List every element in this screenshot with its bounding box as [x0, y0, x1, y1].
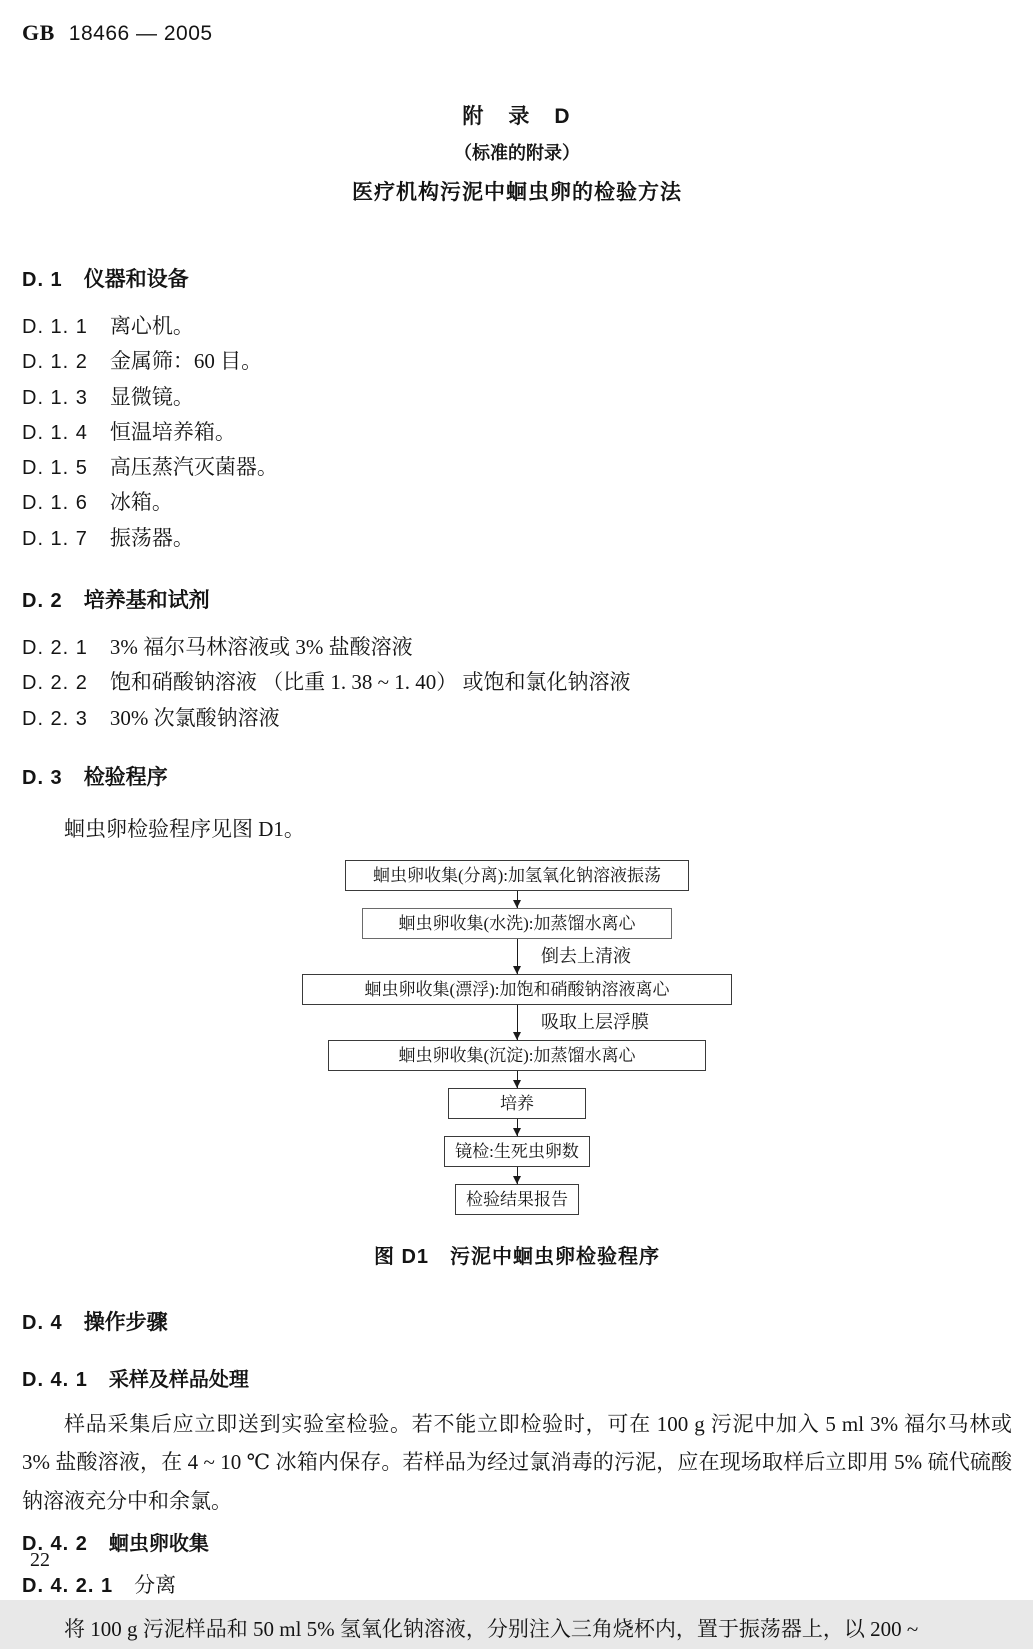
item-text: 3% 福尔马林溶液或 3% 盐酸溶液	[109, 635, 413, 660]
section-heading-d421	[22, 1569, 1012, 1599]
page-number: 22	[30, 1549, 50, 1571]
paragraph: 将 100 g 污泥样品和 50 ml 5% 氢氧化钠溶液，分别注入三角烧杯内，置于振荡器上，以 200 ~	[64, 1617, 919, 1642]
section-number: D. 4. 1	[22, 1368, 88, 1391]
flowchart-arrow	[287, 1071, 747, 1088]
list-item	[22, 415, 1012, 450]
section-heading-d42	[22, 1527, 1012, 1556]
list-item	[22, 380, 1012, 415]
item-text: 显微镜。	[109, 384, 194, 409]
section-title: 仪器和设备	[83, 268, 189, 291]
section-number: D. 2	[22, 590, 63, 613]
section-title: 操作步骤	[83, 1310, 168, 1334]
arrow-down-icon	[517, 1167, 518, 1184]
section-number: D. 4. 2. 1	[22, 1575, 114, 1598]
appendix-subtitle: （标准的附录）	[454, 143, 580, 163]
section-title: 培养基和试剂	[83, 589, 210, 613]
section-heading-d1	[22, 263, 1012, 293]
arrow-down-icon	[517, 891, 518, 908]
list-item	[22, 630, 1012, 665]
item-number: D. 2. 1	[22, 637, 88, 660]
flowchart-node: 培养	[448, 1088, 586, 1119]
section-number: D. 4	[22, 1311, 63, 1334]
item-text: 恒温培养箱。	[109, 419, 236, 444]
section-number: D. 4. 2	[22, 1533, 88, 1556]
flowchart-node: 蛔虫卵收集(漂浮):加饱和硝酸钠溶液离心	[302, 974, 732, 1005]
item-text: 金属筛：60 目。	[109, 349, 263, 374]
flowchart-node: 蛔虫卵收集(沉淀):加蒸馏水离心	[328, 1040, 706, 1071]
section-title: 检验程序	[83, 765, 168, 789]
item-text: 离心机。	[109, 314, 194, 338]
flowchart-edge-label: 吸取上层浮膜	[541, 1012, 649, 1033]
item-number: D. 1. 6	[22, 492, 88, 515]
section-number: D. 1	[22, 269, 63, 291]
flowchart-arrow	[287, 939, 747, 974]
flowchart-arrow	[287, 891, 747, 908]
section-d2-items	[22, 630, 1012, 736]
paragraph: 样品采集后应立即送到实验室检验。若不能立即检验时，可在 100 g 污泥中加入 5 ml 3% 福尔马林或 3% 盐酸溶液，在 4 ~ 10 ℃ 冰箱内保存。若样品为经过氯消毒的污泥，应在现场取样后立即用 5% 硫代硫酸钠溶液充分中和余氯。	[22, 1411, 1012, 1513]
item-number: D. 1. 7	[22, 527, 88, 550]
item-number: D. 1. 1	[22, 316, 88, 338]
flowchart-arrow	[287, 1119, 747, 1136]
list-item	[22, 450, 1012, 485]
item-text: 冰箱。	[109, 490, 173, 515]
item-text: 高压蒸汽灭菌器。	[109, 455, 278, 480]
item-text: 30% 次氯酸钠溶液	[109, 705, 280, 730]
appendix-title-block	[22, 100, 1012, 206]
section-heading-d41	[22, 1363, 1012, 1392]
item-text: 饱和硝酸钠溶液 （比重 1. 38 ~ 1. 40） 或饱和氯化钠溶液	[109, 670, 631, 695]
list-item	[22, 665, 1012, 700]
flowchart-edge-label: 倒去上清液	[541, 946, 631, 967]
standard-code-number: 18466 — 2005	[68, 22, 213, 45]
arrow-down-icon	[517, 1071, 518, 1088]
item-number: D. 2. 3	[22, 707, 88, 730]
flowchart-arrow	[287, 1167, 747, 1184]
figure-caption: 图 D1 污泥中蛔虫卵检验程序	[373, 1245, 661, 1268]
item-number: D. 1. 5	[22, 457, 88, 480]
section-number: D. 3	[22, 766, 63, 789]
list-item	[22, 521, 1012, 556]
flowchart-node: 镜检:生死虫卵数	[444, 1136, 590, 1167]
figure-d1-flowchart	[22, 860, 1012, 1215]
arrow-down-icon	[517, 939, 518, 974]
flowchart-node: 检验结果报告	[455, 1184, 579, 1215]
standard-code	[22, 20, 1012, 46]
flowchart-node: 蛔虫卵收集(分离):加氢氧化钠溶液振荡	[345, 860, 689, 891]
standard-code-prefix: GB	[22, 20, 55, 45]
item-number: D. 1. 2	[22, 351, 88, 374]
appendix-name: 医疗机构污泥中蛔虫卵的检验方法	[352, 181, 682, 204]
list-item	[22, 344, 1012, 379]
section-heading-d2	[22, 584, 1012, 614]
section-heading-d4	[22, 1306, 1012, 1336]
item-text: 振荡器。	[109, 525, 194, 550]
flowchart-node: 蛔虫卵收集(水洗):加蒸馏水离心	[362, 908, 672, 939]
section-d1-items	[22, 309, 1012, 556]
appendix-title: 附 录 D	[462, 105, 572, 128]
list-item	[22, 485, 1012, 520]
arrow-down-icon	[517, 1119, 518, 1136]
paragraph: 蛔虫卵检验程序见图 D1。	[64, 816, 305, 841]
list-item	[22, 309, 1012, 344]
section-title: 蛔虫卵收集	[108, 1533, 209, 1556]
item-number: D. 2. 2	[22, 672, 88, 695]
arrow-down-icon	[517, 1005, 518, 1040]
item-number: D. 1. 3	[22, 386, 88, 409]
list-item	[22, 701, 1012, 736]
item-number: D. 1. 4	[22, 421, 88, 444]
flowchart-arrow	[287, 1005, 747, 1040]
section-heading-d3	[22, 761, 1012, 791]
section-title: 采样及样品处理	[108, 1368, 249, 1391]
section-title: 分离	[134, 1573, 177, 1598]
